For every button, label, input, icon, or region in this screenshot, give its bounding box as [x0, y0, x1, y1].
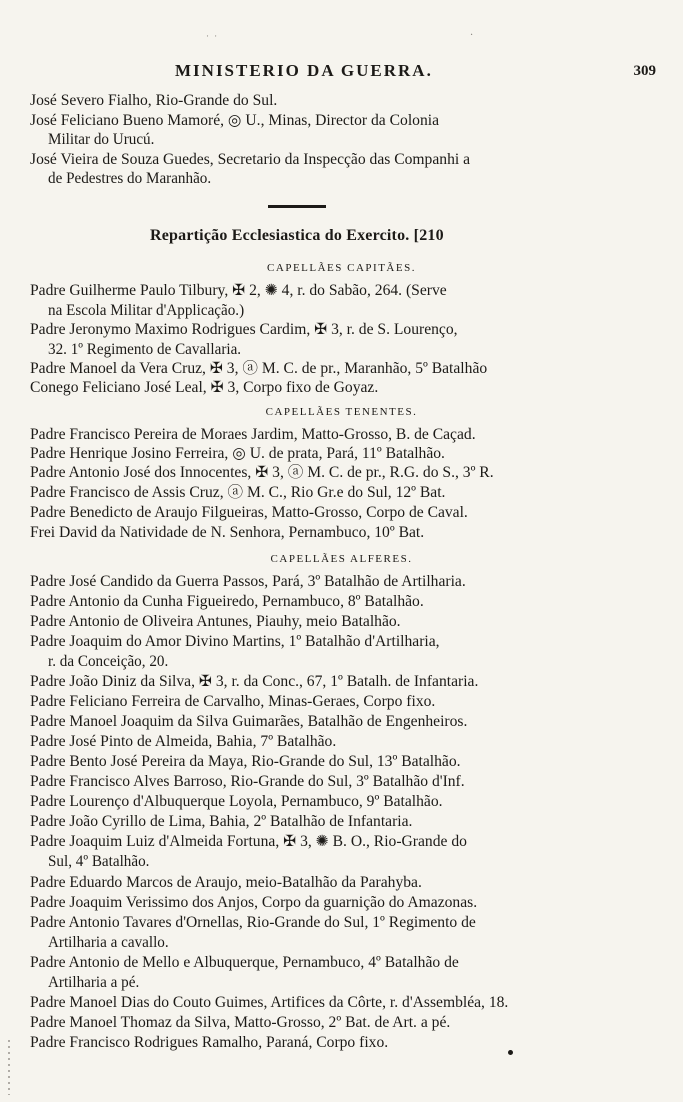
text-line: Padre Francisco Alves Barroso, Rio-Grande do Sul, 3º Batalhão d'Inf. — [30, 773, 465, 790]
ink-speck: ˙ ˙ — [205, 35, 219, 46]
text-line: Padre Francisco Rodrigues Ramalho, Paraná, Corpo fixo. — [30, 1034, 389, 1051]
text-line: 32. 1º Regimento de Cavallaria. — [48, 341, 242, 358]
text-line: José Vieira de Souza Guedes, Secretario da Inspecção das Companhi a — [30, 151, 471, 168]
ink-dot — [508, 1050, 513, 1055]
text-line: Padre Benedicto de Araujo Filgueiras, Matto-Grosso, Corpo de Caval. — [30, 504, 468, 521]
header-title: MINISTERIO DA GUERRA. — [175, 61, 433, 80]
text-line: Padre José Candido da Guerra Passos, Pará, 3º Batalhão de Artilharia. — [30, 573, 466, 590]
text-line: de Pedestres do Maranhão. — [48, 170, 212, 187]
text-line: Padre Feliciano Ferreira de Carvalho, Minas-Geraes, Corpo fixo. — [30, 693, 436, 710]
text-line: Padre Manoel Thomaz da Silva, Matto-Grosso, 2º Bat. de Art. a pé. — [30, 1014, 451, 1031]
text-line: Artilharia a cavallo. — [48, 934, 169, 951]
text-line: Padre João Diniz da Silva, ✠ 3, r. da Conc., 67, 1º Batalh. de Infantaria. — [30, 673, 479, 690]
text-line: Padre Antonio José dos Innocentes, ✠ 3, ⓐ M. C. de pr., R.G. do S., 3º R. — [30, 464, 494, 481]
text-line: Padre Manoel Dias do Couto Guimes, Artifices da Côrte, r. d'Assembléa, 18. — [30, 994, 509, 1011]
text-line: Padre José Pinto de Almeida, Bahia, 7º Batalhão. — [30, 733, 337, 750]
text-line: José Feliciano Bueno Mamoré, ◎ U., Minas, Director da Colonia — [30, 112, 440, 129]
text-line: Padre Francisco Pereira de Moraes Jardim, Matto-Grosso, B. de Caçad. — [30, 426, 476, 443]
text-line: Padre Joaquim Verissimo dos Anjos, Corpo da guarnição do Amazonas. — [30, 894, 478, 911]
text-line: Padre Antonio de Mello e Albuquerque, Pernambuco, 4º Batalhão de — [30, 954, 459, 971]
subheading-alferes: CAPELLÃES ALFERES. — [270, 553, 413, 565]
text-line: Padre Joaquim Luiz d'Almeida Fortuna, ✠ 3, ✺ B. O., Rio-Grande do — [30, 833, 467, 850]
text-line: Padre Bento José Pereira da Maya, Rio-Grande do Sul, 13º Batalhão. — [30, 753, 461, 770]
page-number: 309 — [633, 63, 656, 79]
text-line: Sul, 4º Batalhão. — [48, 853, 150, 870]
subheading-tenentes: CAPELLÃES TENENTES. — [265, 406, 418, 418]
section-divider — [268, 205, 326, 208]
text-line: Artilharia a pé. — [48, 974, 140, 991]
text-line: Padre Lourenço d'Albuquerque Loyola, Pernambuco, 9º Batalhão. — [30, 793, 443, 810]
text-line: Padre Henrique Josino Ferreira, ◎ U. de prata, Pará, 11º Batalhão. — [30, 445, 445, 462]
text-line: Padre Antonio de Oliveira Antunes, Piauhy, meio Batalhão. — [30, 613, 401, 630]
running-header — [30, 61, 656, 85]
text-line: r. da Conceição, 20. — [48, 653, 169, 670]
text-line: José Severo Fialho, Rio-Grande do Sul. — [30, 92, 278, 109]
text-line: Padre Eduardo Marcos de Araujo, meio-Batalhão da Parahyba. — [30, 874, 422, 891]
section-title: Repartição Ecclesiastica do Exercito. [210 — [150, 227, 444, 244]
text-line: Padre Antonio da Cunha Figueiredo, Pernambuco, 8º Batalhão. — [30, 593, 424, 610]
margin-marks — [8, 1040, 10, 1095]
text-line: Padre Guilherme Paulo Tilbury, ✠ 2, ✺ 4, r. do Sabão, 264. (Serve — [30, 282, 447, 299]
text-line: Padre Jeronymo Maximo Rodrigues Cardim, ✠ 3, r. de S. Lourenço, — [30, 321, 458, 338]
text-line: Conego Feliciano José Leal, ✠ 3, Corpo fixo de Goyaz. — [30, 379, 379, 396]
text-line: Padre João Cyrillo de Lima, Bahia, 2º Batalhão de Infantaria. — [30, 813, 413, 830]
text-line: Padre Manoel da Vera Cruz, ✠ 3, ⓐ M. C. de pr., Maranhão, 5º Batalhão — [30, 360, 488, 377]
text-line: Padre Antonio Tavares d'Ornellas, Rio-Grande do Sul, 1º Regimento de — [30, 914, 476, 931]
text-line: Padre Francisco de Assis Cruz, ⓐ M. C., Rio Gr.e do Sul, 12º Bat. — [30, 484, 446, 501]
text-line: Frei David da Natividade de N. Senhora, Pernambuco, 10º Bat. — [30, 524, 425, 541]
text-line: na Escola Militar d'Applicação.) — [48, 302, 245, 319]
text-line: Padre Joaquim do Amor Divino Martins, 1º Batalhão d'Artilharia, — [30, 633, 440, 650]
text-line: Militar do Urucú. — [48, 131, 155, 148]
text-line: Padre Manoel Joaquim da Silva Guimarães, Batalhão de Engenheiros. — [30, 713, 468, 730]
subheading-capitaes: CAPELLÃES CAPITÃES. — [267, 262, 416, 274]
ink-speck: · — [470, 30, 474, 41]
